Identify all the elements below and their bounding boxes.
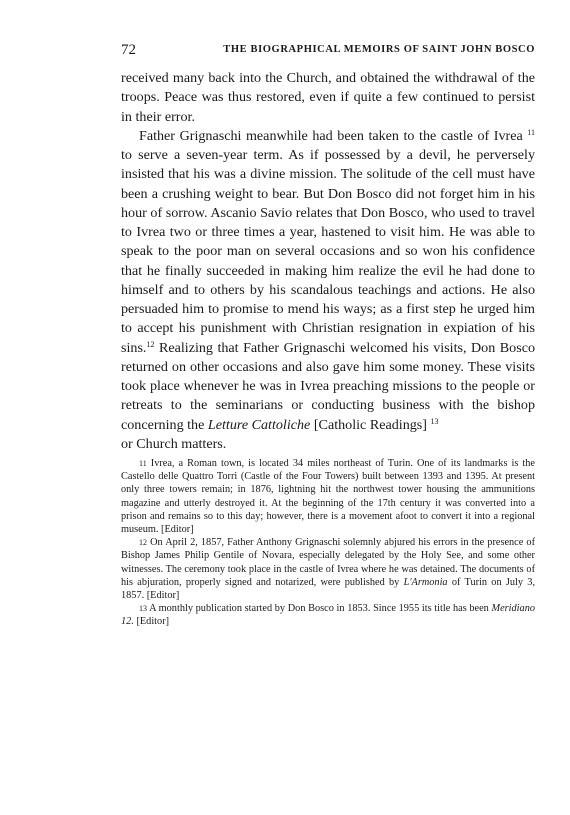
footnotes — [121, 457, 535, 629]
footnote-text: of Turin on July 3, 1857. [Editor] — [121, 576, 536, 602]
footnote-ref-11: 11 — [527, 127, 535, 137]
footnote-ref-13: 13 — [430, 416, 439, 426]
footnote-number: 13 — [139, 604, 147, 614]
footnote-13 — [121, 602, 535, 628]
footnote-number: 11 — [139, 459, 147, 468]
paragraph-1: received many back into the Church, and obtained the withdrawal of the troops. Peace was thus restored, even if quite a few continued to persist in their error. — [121, 70, 535, 125]
footnote-11 — [121, 457, 535, 536]
para2-text-1: Father Grignaschi meanwhile had been taken to the castle of Ivrea — [139, 127, 523, 144]
footnote-text: A monthly publication started by Don Bosco in 1853. Since 1955 its title has been — [149, 603, 489, 615]
footnote-ref-12: 12 — [146, 339, 155, 349]
para2-text-3: Realizing that Father Grignaschi welcomed his visits, Don Bosco returned on other occasions and also gave him some money. These visits took place whenever he was in Ivrea preaching missions to the people or retreats to the seminarians or conducting business with the bishop concerning the — [121, 339, 535, 433]
body-text — [121, 69, 535, 454]
para2-text-5: or Church matters. — [121, 435, 227, 452]
footnote-number: 12 — [139, 538, 147, 548]
para2-italic-title: Letture Cattoliche — [207, 416, 311, 433]
footnote-italic: L'Armonia — [403, 576, 448, 588]
paragraph-2 — [121, 127, 535, 454]
footnote-text: Ivrea, a Roman town, is located 34 miles northeast of Turin. One of its landmarks is the Castello delle Quattro Torri (Castle of the Four Towers) built between 1393 and 1395. At present only three towers remain; in 1876, lightning hit the northwest tower housing the ammunitions magazine and utterly destroyed it. At the beginning of the 17th century it was converted into a prison and remains so to this day; however, there is a movement afoot to convert it into a regional museum. [Editor] — [121, 458, 536, 536]
footnote-text: On April 2, 1857, Father Anthony Grignaschi solemnly abjured his errors in the presence of Bishop James Philip Gentile of Novara, especially delegated by the Holy See, and some other witnesses. The ceremony took place in the castle of Ivrea where he was detained. The documents of his abjuration, properly signed and notarized, were published by — [121, 537, 535, 588]
para2-text-2: to serve a seven-year term. As if possessed by a devil, he perversely insisted that his was a divine mission. The solitude of the cell must have been a crushing weight to bear. But Don Bosco did not forget him in his hour of sorrow. Ascanio Savio relates that Don Bosco, who used to travel to Ivrea two or three times a year, hastened to visit him. He was able to speak to the poor man on several occasions and so won his confidence that he finally succeeded in making him realize the evil he had done to himself and to others by his scandalous teachings and actions. He also persuaded him to promise to mend his ways; as a first step he urged him to accept his punishment with Christian resignation in expiation of his sins. — [121, 147, 535, 356]
page-number: 72 — [121, 42, 136, 58]
page-header — [121, 42, 535, 62]
footnote-text: [Editor] — [136, 616, 170, 628]
para2-text-4: [Catholic Readings] — [313, 416, 427, 433]
footnote-12 — [121, 536, 535, 602]
footnote-italic: Meridiano 12. — [121, 603, 535, 628]
running-head: THE BIOGRAPHICAL MEMOIRS OF SAINT JOHN BOSCO — [223, 44, 535, 55]
